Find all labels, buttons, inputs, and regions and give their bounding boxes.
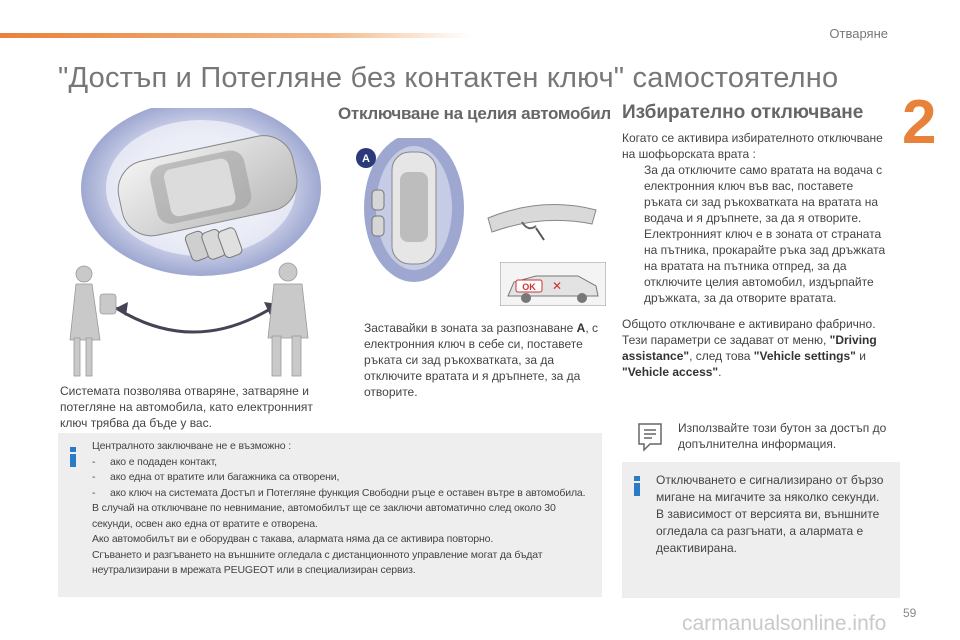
selective-list bbox=[622, 162, 890, 306]
info-box-right bbox=[622, 462, 900, 598]
page-title: "Достъп и Потегляне без контактен ключ" самостоятелно bbox=[58, 62, 839, 94]
chapter-number: 2 bbox=[902, 88, 937, 157]
info-right-content: Отключването е сигнализирано от бързо мигане на мигачите за няколко секунди. В зависимост от версията ви, външните огледала са разгънати, а алармата е деактивирана. bbox=[656, 473, 884, 555]
intro-paragraph: Системата позволява отваряне, затваряне и потегляне на автомобила, като електронният ключ трябва да бъде у вас. bbox=[60, 384, 313, 430]
info-icon bbox=[630, 476, 644, 496]
woman-figure bbox=[70, 266, 116, 376]
section-title: Отваряне bbox=[829, 26, 888, 41]
info-left-content: Централното заключване не е възможно : - ако е подаден контакт, - ако една от вратите или багажника са отворени, - ако ключ на системата Достъп и Потегляне функция Свободни ръце е оставен вътре в автомобила. В случай на отключване по невнимание, автомобилът ще се заключи автоматично след около 30 секунди, освен ако една от вратите е отворена. Ако автомобилът ви е оборудван с такава, алармата няма да се активира повторно. Сгъването и разгъването на външните огледала с дистанционното управление могат да бъдат неутрализирани в мрежата PEUGEOT или в специализиран сервиз. bbox=[92, 439, 598, 579]
list-item: За да отключите само вратата на водача с електронния ключ във вас, поставете ръката си зад ръкохватката на вратата на водача и я дръпнете, за да я отворите. bbox=[644, 163, 883, 225]
svg-text:✕: ✕ bbox=[552, 279, 563, 293]
page-number: 59 bbox=[903, 606, 917, 620]
settings-paragraph: Общото отключване е активирано фабрично. Тези параметри се задават от меню, "Driving assistance", след това "Vehicle settings" и "Vehicle access". bbox=[622, 317, 877, 379]
selective-intro: Когато се активира избирателното отключване на шофьорската врата : bbox=[622, 131, 883, 161]
list-item: - ако е подаден контакт, bbox=[92, 455, 217, 468]
list-item: - ако ключ на системата Достъп и Потегляне функция Свободни ръце е оставен вътре в автомобила. bbox=[92, 486, 586, 499]
door-handle-illustration bbox=[482, 188, 602, 248]
section-heading-unlock-all: Отключване на целия автомобил bbox=[338, 104, 611, 123]
list-item: Електронният ключ е в зоната от страната на пътника, прокарайте ръка зад дръжката на вратата на пътника отпред, за да отключите целия автомобил, издърпайте дръжката, за да отворите вратата. bbox=[644, 227, 886, 305]
watermark: carmanualsonline.info bbox=[682, 612, 887, 635]
list-item: - ако една от вратите или багажника са отворени, bbox=[92, 471, 340, 483]
main-illustration bbox=[56, 108, 332, 378]
zone-a-marker: A bbox=[362, 153, 370, 165]
selective-unlock-text bbox=[622, 130, 890, 380]
ok-car-illustration bbox=[500, 262, 606, 306]
info-icon bbox=[66, 447, 80, 467]
man-figure bbox=[268, 263, 308, 376]
more-info-note bbox=[636, 420, 896, 456]
more-info-text: Използвайте този бутон за достъп до допълнителна информация. bbox=[678, 421, 887, 451]
header-accent-bar bbox=[0, 33, 470, 38]
center-bullet-item bbox=[342, 320, 604, 400]
section-heading-selective: Избирателно отключване bbox=[622, 102, 864, 123]
info-box-left bbox=[58, 433, 602, 597]
center-bullet-text: Заставайки в зоната за разпознаване A, с електронния ключ в себе си, поставете ръката си зад ръкохватката, за да отключите вратата и я дръпнете, за да отворите. bbox=[364, 321, 598, 399]
ok-label: OK bbox=[522, 282, 536, 292]
transfer-arrow bbox=[116, 304, 278, 332]
info-button-icon bbox=[636, 422, 664, 452]
